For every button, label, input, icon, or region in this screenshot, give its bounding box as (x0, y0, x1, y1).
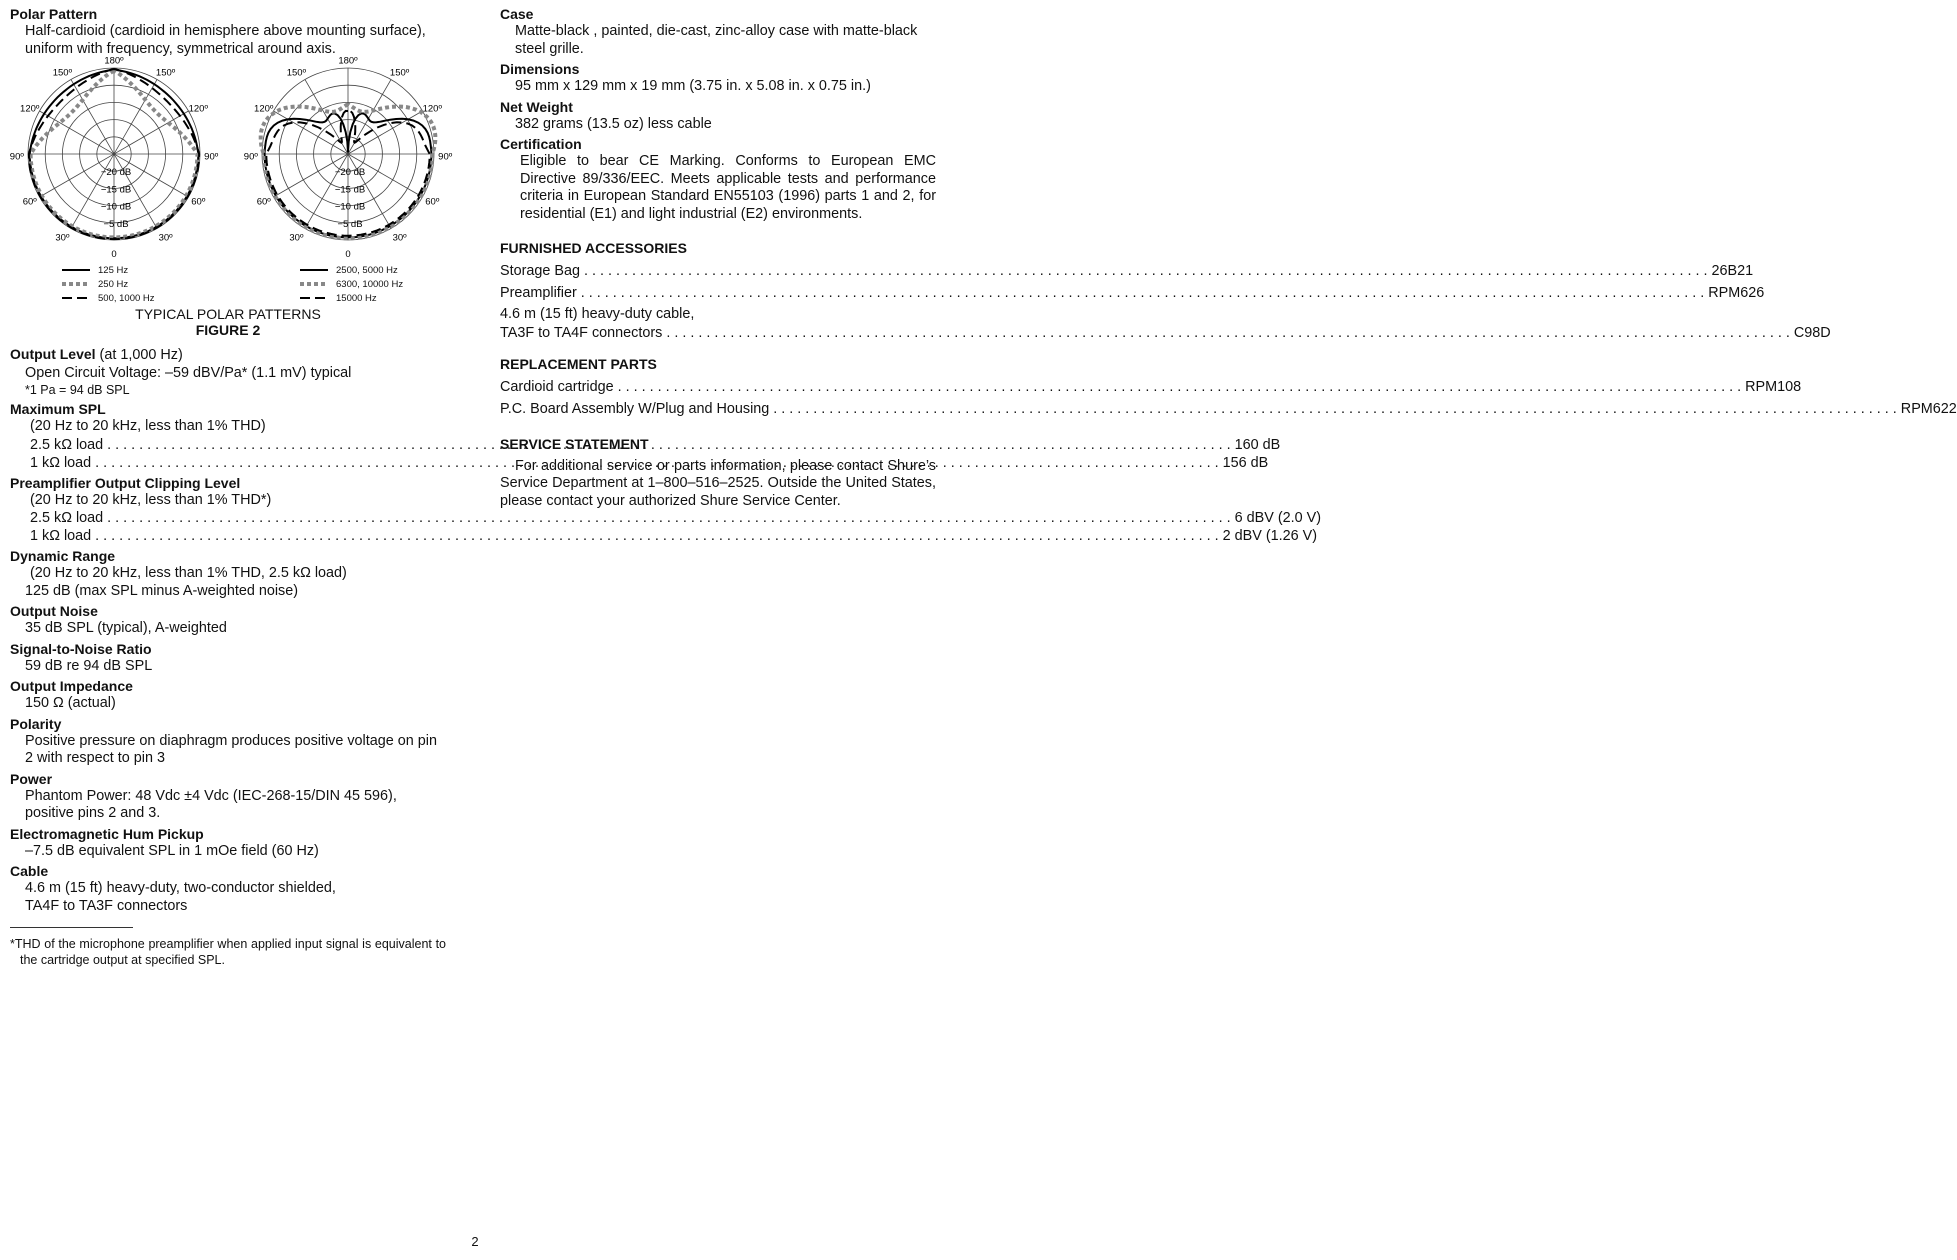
cable-line2: TA4F to TA3F connectors (25, 897, 188, 914)
dimensions-heading: Dimensions (500, 61, 580, 77)
max-spl-row (10, 454, 1269, 472)
dynamic-range-section (10, 548, 446, 600)
case-line: Matte-black , painted, die-cast, zinc-alloy case with matte-black steel grille. (515, 23, 918, 57)
output-level-section (10, 346, 446, 398)
output-noise-section (10, 603, 446, 638)
figure-number: FIGURE 2 (195, 322, 261, 338)
output-level-line: Open Circuit Voltage: –59 dBV/Pa* (1.1 mV) typical (25, 364, 352, 381)
angle-label: 180º (338, 55, 358, 67)
row-value: RPM622 (1900, 400, 1957, 417)
figure-caption: TYPICAL POLAR PATTERNS (135, 306, 321, 322)
power-heading: Power (10, 770, 53, 787)
db-label: −5 dB (337, 218, 363, 230)
row-label: TA3F to TA4F connectors (500, 324, 663, 341)
db-label: −5 dB (103, 218, 129, 230)
db-label: −20 dB (334, 167, 366, 179)
cable-heading: Cable (10, 863, 49, 879)
max-spl-cond: (20 Hz to 20 kHz, less than 1% THD) (30, 418, 266, 434)
snr-heading: Signal-to-Noise Ratio (10, 640, 152, 657)
angle-label: 0 (111, 248, 117, 260)
polarity-line: Positive pressure on diaphragm produces positive voltage on pin 2 with respect to pin 3 (25, 732, 437, 766)
output-noise-heading: Output Noise (10, 603, 98, 619)
angle-label: 30º (55, 232, 70, 244)
replacement-heading: REPLACEMENT PARTS (500, 355, 657, 372)
footnote: *THD of the microphone preamplifier when applied input signal is equivalent to the cartridge output at specified SPL. (10, 937, 446, 967)
service-heading: SERVICE STATEMENT (500, 435, 649, 452)
angle-label: 90º (204, 151, 219, 163)
power-line: Phantom Power: 48 Vdc ±4 Vdc (IEC-268-15/DIN 45 596), positive pins 2 and 3. (25, 787, 397, 821)
hum-heading: Electromagnetic Hum Pickup (10, 825, 204, 842)
angle-label: 120º (422, 103, 442, 115)
legend-2500-5000hz: 2500, 5000 Hz (336, 264, 398, 276)
replacement-row (500, 400, 1957, 418)
furnished-cable-line: 4.6 m (15 ft) heavy-duty cable, (500, 306, 695, 322)
output-level-suffix: (at 1,000 Hz) (95, 347, 183, 363)
clipping-row (10, 509, 1322, 527)
service-text: For additional service or parts information, please contact Shure’s Service Department at 1–800–516–2525. Outside the United States, please contact your authorized Shure Service Center. (500, 457, 936, 509)
angle-label: 90º (438, 151, 453, 163)
dynamic-range-cond: (20 Hz to 20 kHz, less than 1% THD, 2.5 kΩ load) (30, 565, 347, 581)
legend-right (300, 263, 403, 305)
weight-line: 382 grams (13.5 oz) less cable (515, 115, 712, 132)
clipping-row (10, 527, 1318, 545)
certification-heading: Certification (500, 136, 582, 152)
cable-line1: 4.6 m (15 ft) heavy-duty, two-conductor shielded, (25, 880, 336, 896)
angle-label: 30º (289, 232, 304, 244)
legend-6300-10000hz: 6300, 10000 Hz (336, 278, 404, 290)
case-heading: Case (500, 6, 534, 22)
max-spl-heading: Maximum SPL (10, 401, 106, 417)
row-value: 6 dBV (2.0 V) (1234, 510, 1322, 526)
polar-pattern-text: Half-cardioid (cardioid in hemisphere above mounting surface), uniform with frequency, symmetrical around axis. (25, 23, 426, 57)
row-label: 1 kΩ load (30, 528, 92, 544)
dynamic-range-heading: Dynamic Range (10, 548, 116, 564)
clipping-cond: (20 Hz to 20 kHz, less than 1% THD*) (30, 491, 272, 508)
angle-label: 120º (20, 103, 40, 115)
row-label: P.C. Board Assembly W/Plug and Housing (500, 400, 770, 417)
row-value: RPM626 (1708, 285, 1765, 301)
case-section (500, 6, 936, 58)
weight-heading: Net Weight (500, 98, 573, 115)
legend-left (62, 263, 155, 305)
polar-pattern-heading: Polar Pattern (10, 6, 98, 22)
polar-figure (9, 55, 453, 306)
angle-label: 60º (256, 196, 271, 208)
polarity-heading: Polarity (10, 715, 62, 732)
row-label: 2.5 kΩ load (30, 436, 104, 453)
impedance-heading: Output Impedance (10, 678, 133, 694)
replacement-row (500, 378, 1802, 396)
row-value: 160 dB (1234, 436, 1281, 453)
db-label: −10 dB (334, 201, 366, 213)
row-value: 26B21 (1711, 263, 1754, 279)
furnished-row (500, 262, 1754, 280)
angle-label: 30º (158, 232, 173, 244)
angle-label: 120º (254, 103, 274, 115)
angle-label: 60º (191, 196, 206, 208)
row-label: Preamplifier (500, 285, 577, 301)
angle-label: 150º (155, 67, 176, 79)
output-level-heading: Output Level (10, 346, 96, 362)
furnished-row (500, 284, 1765, 302)
legend-500-1000hz: 500, 1000 Hz (98, 292, 155, 304)
row-label: 2.5 kΩ load (30, 510, 104, 526)
polar-grid-1 (10, 55, 219, 260)
furnished-heading: FURNISHED ACCESSORIES (500, 240, 687, 256)
db-label: −20 dB (100, 167, 132, 179)
cable-section (10, 863, 446, 915)
angle-label: 90º (9, 151, 24, 163)
row-value: 2 dBV (1.26 V) (1222, 528, 1318, 544)
angle-label: 150º (286, 67, 307, 79)
weight-section (500, 99, 936, 134)
row-value: 156 dB (1222, 454, 1269, 471)
snr-line: 59 dB re 94 dB SPL (25, 657, 153, 674)
power-section (10, 771, 446, 823)
db-label: −15 dB (334, 184, 366, 196)
page-number: 2 (471, 1234, 479, 1249)
clipping-heading: Preamplifier Output Clipping Level (10, 474, 241, 491)
legend-125hz: 125 Hz (98, 264, 129, 276)
polar-pattern-section (10, 6, 446, 58)
snr-section (10, 641, 446, 676)
legend-15000hz: 15000 Hz (336, 292, 377, 304)
angle-label: 90º (243, 151, 258, 163)
db-label: −10 dB (100, 201, 132, 213)
hum-section (10, 826, 446, 861)
impedance-section (10, 678, 446, 713)
row-label: 1 kΩ load (30, 454, 92, 471)
row-value: C98D (1793, 324, 1831, 341)
polarity-section (10, 716, 446, 768)
legend-250hz: 250 Hz (98, 278, 129, 290)
footnote-rule (10, 927, 133, 928)
row-label: Storage Bag (500, 263, 581, 279)
dimensions-section (500, 61, 936, 96)
output-noise-line: 35 dB SPL (typical), A-weighted (25, 620, 227, 636)
angle-label: 60º (22, 196, 37, 208)
hum-line: –7.5 dB equivalent SPL in 1 mOe field (60 Hz) (25, 842, 319, 859)
certification-line: Eligible to bear CE Marking. Conforms to European EMC Directive 89/336/EEC. Meets applicable tests and performance criteria in European Standard EN55103 (1996) parts 1 and 2, for residential (E1) and light industrial (E2) environments. (520, 153, 936, 222)
angle-label: 150º (52, 67, 73, 79)
row-value: RPM108 (1745, 378, 1802, 395)
certification-section (500, 136, 936, 223)
angle-label: 30º (392, 232, 407, 244)
output-level-note: *1 Pa = 94 dB SPL (25, 383, 130, 397)
angle-label: 150º (389, 67, 410, 79)
row-label: Cardioid cartridge (500, 378, 614, 395)
polar-grid-2 (244, 55, 453, 260)
dimensions-line: 95 mm x 129 mm x 19 mm (3.75 in. x 5.08 in. x 0.75 in.) (515, 78, 871, 94)
impedance-line: 150 Ω (actual) (25, 695, 116, 711)
dynamic-range-line: 125 dB (max SPL minus A-weighted noise) (25, 582, 299, 599)
db-label: −15 dB (100, 184, 132, 196)
angle-label: 180º (104, 55, 124, 67)
angle-label: 60º (425, 196, 440, 208)
furnished-row (500, 324, 1831, 342)
angle-label: 120º (188, 103, 208, 115)
angle-label: 0 (345, 248, 351, 260)
